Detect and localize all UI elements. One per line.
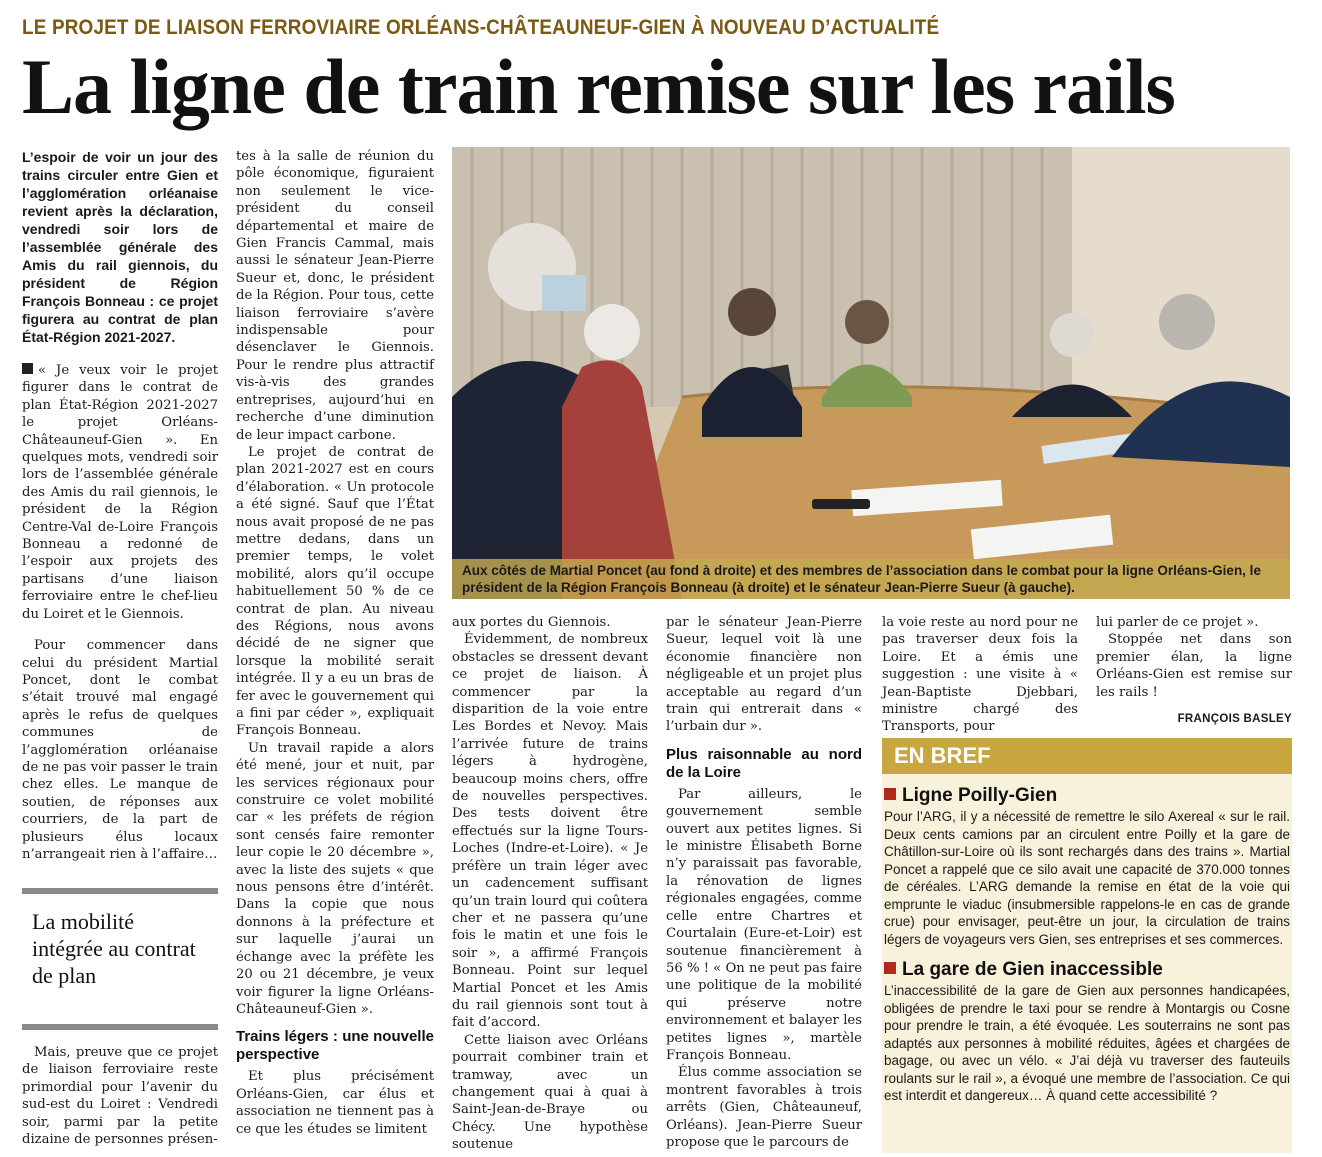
col2-paragraph-3: Un travail rapide a alors été mené, jour et nuit, par les services régionaux pour construire ce volet mobilité car « les préfets de région sont censés faire remonter leur copie le 20 décembre », avec la liste des sujets « que nous pensons être d’intérêt. Dans la copie que nous donnons à la préfecture et sur laquelle j’aurai un échange avec la préfète les 20 ou 21 décembre, je veux voir figurer la ligne Orléans-Châteauneuf-Gien ».	[236, 740, 434, 1017]
bref-item	[882, 958, 1292, 1105]
bref-item-text: Pour l’ARG, il y a nécessité de remettre le silo Axereal « sur le rail. Deux cents camions par an circulent entre Poilly et la gare de Châtillon-sur-Loire où ils sont rechargés dans des trains ». Martial Poncet a rappelé que ce silo avait une capacité de 370.000 tonnes de céréales. L’ARG demande la remise en état de la voie qui emprunte le viaduc (insubmersible rappelons-le en cas de grande crue) pour envisager, peut-être un jour, la circulation de trains légers de voyageurs vers Gien, ses entreprises et ses commerces.	[884, 809, 1290, 947]
col6-paragraph-2: Stoppée net dans son premier élan, la ligne Orléans-Gien est remise sur les rails !	[1096, 632, 1292, 700]
bref-item	[882, 784, 1292, 948]
col3-paragraph-3: Cette liaison avec Orléans pourrait combiner train et tramway, avec un changement quai à quai à Saint-Jean-de-Braye ou Chécy. Une hypothèse soutenue	[452, 1032, 648, 1153]
col4-paragraph-2: Par ailleurs, le gouvernement semble ouvert aux petites lignes. Si le ministre Élisabeth Borne n’y paraissait pas favorable, la rénovation de lignes régionales engagées, comme celle entre Chartres et Courtalain (Eure-et-Loir) est soutenue financièrement à 56 % ! « On ne peut pas faire une politique de la mobilité qui préserve notre environnement et balayer les petites lignes », martèle François Bonneau.	[666, 786, 862, 1063]
article-headline: La ligne de train remise sur les rails	[22, 43, 1175, 130]
col2-paragraph-2: Le projet de contrat de plan 2021-2027 est en cours d’élaboration. « Un protocole a été signé. Sauf que l’État nous avait proposé de ne pas mettre dedans, dans un premier temps, le volet mobilité, alors qu’il occupe habituellement 50 % de ce contrat de plan. Au niveau des Régions, nous avons décidé de ne signer que lorsque la mobilité serait intégrée. Il y a eu un bras de fer avec le gouvernement qui a fini par céder », expliquait François Bonneau.	[236, 444, 434, 739]
bref-item-text: L’inaccessibilité de la gare de Gien aux personnes handicapées, obligées de prendre le taxi pour se rendre à Montargis ou Cosne pour prendre le train, a été évoquée. Les souterrains ne sont pas adaptés aux personnes à mobilité réduites, âgées et chargées de bagage, ou avec un vélo. « J’ai déjà vu traverser des fauteuils roulants sur le rail », a évoqué une membre de l’association. Ce qui est interdit et dangereux… À quand cette accessibilité ?	[884, 983, 1290, 1103]
article-photo	[452, 147, 1290, 599]
bref-item-title	[884, 784, 1290, 808]
bref-item-title-text: La gare de Gien inaccessible	[902, 959, 1163, 980]
column-4	[666, 614, 862, 1156]
col1-paragraph-3: Mais, preuve que ce projet de liaison ferroviaire reste primordial pour l’avenir du sud-est du Loiret : Vendredi soir, parmi par la petite dizaine de personnes présen-	[22, 1045, 218, 1148]
column-5	[882, 614, 1078, 735]
col2-paragraph-4: Et plus précisément Orléans-Gien, car élus et association ne tiennent pas à ce que les études se limitent	[236, 1069, 434, 1137]
col1-paragraph-2: Pour commencer dans celui du président Martial Poncet, dont le combat s’était trouvé mal engagé après le refus de quelques communes de l’agglomération orléanaise de ne pas voir passer le train chez elles. Le manque de soutien, de réponses aux courriers, de la part de plusieurs élus locaux n’arrangeait rien à l’affaire…	[22, 638, 218, 862]
en-bref-heading: EN BREF	[882, 738, 1292, 774]
col3-paragraph-2: Évidemment, de nombreux obstacles se dressent devant ce projet de liaison. À commencer par la disparition de la voie entre Les Bordes et Nevoy. Mais l’arrivée future de trains légers à hydrogène, beaucoup moins chers, offre de nouvelles perspectives. Des tests doivent être effectués sur la ligne Tours-Loches (Indre-et-Loire). « Je préfère un train léger avec un cadencement suffisant qu’un train lourd qui coûtera cher et ne passera qu’une fois le matin et une fois le soir », a affirmé François Bonneau. Point sur lequel Martial Poncet et les Amis du rail giennois sont tout à fait d’accord.	[452, 632, 648, 1031]
col5-paragraph-1: la voie reste au nord pour ne pas traverser deux fois la Loire. Et a émis une suggestion : une visite à « Jean-Baptiste Djebbari, ministre chargé des Transports, pour	[882, 615, 1078, 735]
col4-paragraph-3: Élus comme association se montrent favorables à trois arrêts (Gien, Châteauneuf, Orléans). Jean-Pierre Sueur propose que le parcours de	[666, 1065, 862, 1150]
column-1	[22, 148, 218, 888]
col1-paragraph-1-text: « Je veux voir le projet figurer dans le contrat de plan État-Région 2021-2027 le projet Orléans-Châteauneuf-Gien ». En quelques mots, vendredi soir lors de l’assemblée générale des Amis du rail giennois, le président de la Région Centre-Val de-Loire François Bonneau a redonné de l’espoir aux projets des partisans d’une liaison ferroviaire entre le chef-lieu du Loiret et le Giennois.	[22, 363, 218, 622]
column-1-bottom	[22, 1044, 218, 1156]
column-6	[1096, 614, 1292, 732]
red-square-icon	[884, 788, 896, 800]
author-signature: FRANÇOIS BASLEY	[1177, 713, 1292, 726]
pull-quote: La mobilité intégrée au contrat de plan	[22, 888, 218, 1030]
meeting-photo-illustration	[452, 147, 1290, 599]
column-3	[452, 614, 648, 1156]
article-lead: L’espoir de voir un jour des trains circuler entre Gien et l’agglomération orléanaise revient après la déclaration, vendredi soir lors de l’assemblée générale des Amis du rail giennois, du président de Région François Bonneau : ce projet figurera au contrat de plan État-Région 2021-2027.	[22, 149, 218, 345]
col1-paragraph-1	[22, 362, 218, 623]
bref-item-title-text: Ligne Poilly-Gien	[902, 785, 1058, 806]
column-2	[236, 148, 434, 1156]
col4-subhead: Plus raisonnable au nord de la Loire	[666, 745, 862, 781]
col3-paragraph-1: aux portes du Giennois.	[452, 615, 611, 630]
bullet-square-icon	[22, 363, 33, 374]
col6-paragraph-1: lui parler de ce projet ».	[1096, 615, 1259, 630]
en-bref-box	[882, 738, 1292, 1153]
bref-item-title	[884, 958, 1290, 982]
col4-paragraph-1: par le sénateur Jean-Pierre Sueur, lequel voit là une économie financière non négligeable et un projet plus acceptable au regard d’un train qui entrerait dans « l’urbain dur ».	[666, 615, 862, 735]
col2-subhead: Trains légers : une nouvelle perspective	[236, 1028, 434, 1064]
photo-caption: Aux côtés de Martial Poncet (au fond à droite) et des membres de l’association dans le combat pour la ligne Orléans-Gien, le président de la Région François Bonneau (à droite) et le sénateur Jean-Pierre Sueur (à gauche).	[452, 559, 1290, 599]
article-kicker: LE PROJET DE LIAISON FERROVIAIRE ORLÉANS-CHÂTEAUNEUF-GIEN À NOUVEAU D’ACTUALITÉ	[22, 16, 940, 39]
col2-paragraph-1: tes à la salle de réunion du pôle économique, figuraient non seulement le vice-président du conseil départemental et maire de Gien Francis Cammal, mais aussi le sénateur Jean-Pierre Sueur et, donc, le président de la Région. Pour tous, cette liaison ferroviaire s’avère indispensable pour désenclaver le Giennois. Pour le rendre plus attractif vis-à-vis des grandes entreprises, aujourd’hui en recherche d’une diminution de leur impact carbone.	[236, 149, 434, 443]
red-square-icon	[884, 962, 896, 974]
